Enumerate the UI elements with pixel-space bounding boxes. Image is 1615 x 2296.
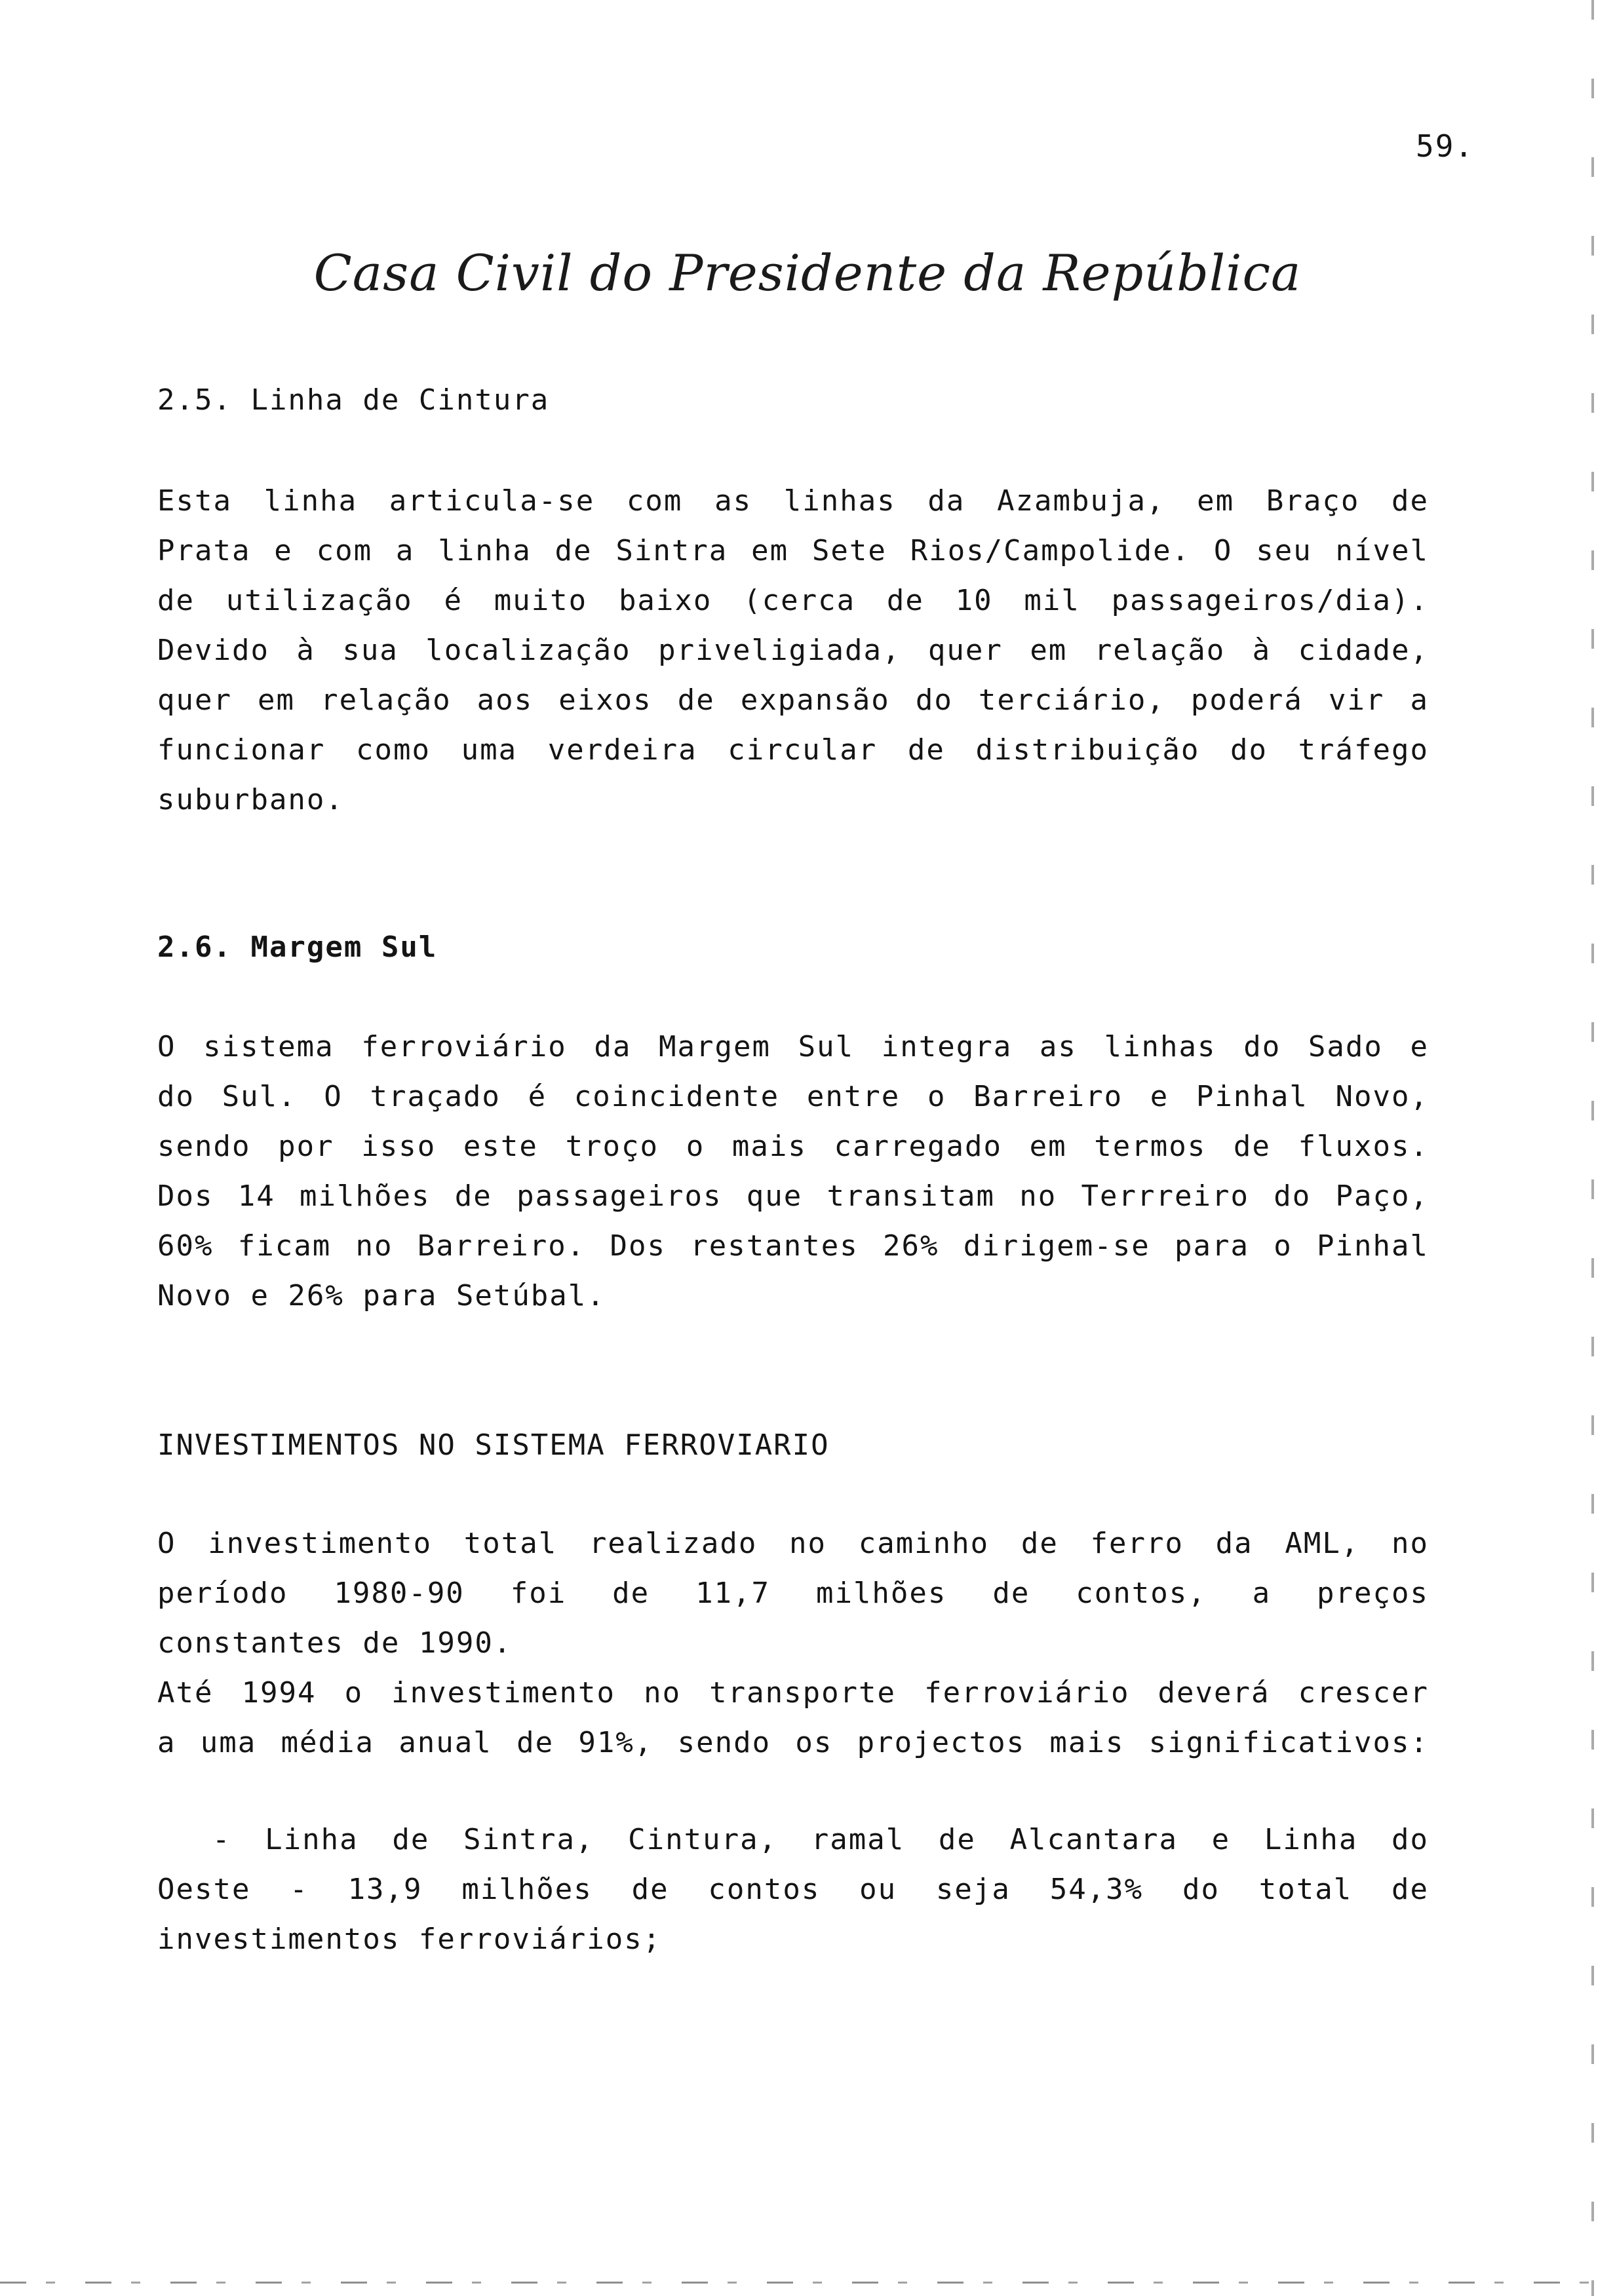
scan-edge-right — [1591, 0, 1594, 2296]
text-line: do Sul. O traçado é coincidente entre o Barreiro e Pinhal Novo, — [157, 1080, 1429, 1113]
text-line: Novo e 26% para Setúbal. — [157, 1279, 606, 1312]
scan-edge-bottom — [0, 2282, 1615, 2284]
text-line: O investimento total realizado no caminho de ferro da AML, no — [157, 1527, 1429, 1560]
text-line: - Linha de Sintra, Cintura, ramal de Alcantara e Linha do — [212, 1823, 1429, 1856]
text-line: investimentos ferroviários; — [157, 1923, 662, 1956]
text-line: Oeste - 13,9 milhões de contos ou seja 54,3% do total de — [157, 1873, 1429, 1906]
page-number: 59. — [1416, 128, 1475, 164]
text-line: sendo por isso este troço o mais carregado em termos de fluxos. — [157, 1130, 1429, 1163]
paragraph-investimento-total — [157, 1519, 1429, 1768]
paragraph-margem-sul — [157, 1022, 1429, 1321]
section-heading-investimentos: INVESTIMENTOS NO SISTEMA FERROVIARIO — [157, 1428, 830, 1462]
text-line: Dos 14 milhões de passageiros que transitam no Terrreiro do Paço, — [157, 1179, 1429, 1213]
text-line: Prata e com a linha de Sintra em Sete Rios/Campolide. O seu nível — [157, 534, 1429, 567]
section-heading-2-6: 2.6. Margem Sul — [157, 930, 438, 964]
text-line: constantes de 1990. — [157, 1626, 513, 1660]
paragraph-linha-de-cintura — [157, 476, 1429, 825]
text-line: 60% ficam no Barreiro. Dos restantes 26% dirigem-se para o Pinhal — [157, 1229, 1429, 1263]
text-line: de utilização é muito baixo (cerca de 10 mil passageiros/dia). — [157, 584, 1429, 617]
text-line: suburbano. — [157, 783, 344, 816]
letterhead: Casa Civil do Presidente da República — [313, 244, 1302, 302]
text-line: Esta linha articula-se com as linhas da Azambuja, em Braço de — [157, 484, 1429, 518]
text-line: quer em relação aos eixos de expansão do terciário, poderá vir a — [157, 683, 1429, 717]
text-line: funcionar como uma verdeira circular de distribuição do tráfego — [157, 733, 1429, 767]
text-line: Devido à sua localização priveligiada, quer em relação à cidade, — [157, 634, 1429, 667]
section-heading-2-5: 2.5. Linha de Cintura — [157, 383, 550, 417]
text-line: O sistema ferroviário da Margem Sul integra as linhas do Sado e — [157, 1030, 1429, 1063]
text-line: período 1980-90 foi de 11,7 milhões de contos, a preços — [157, 1577, 1429, 1610]
text-line: a uma média anual de 91%, sendo os projectos mais significativos: — [157, 1726, 1429, 1759]
text-line: Até 1994 o investimento no transporte ferroviário deverá crescer — [157, 1676, 1429, 1710]
bullet-linha-de-sintra — [157, 1815, 1429, 1964]
